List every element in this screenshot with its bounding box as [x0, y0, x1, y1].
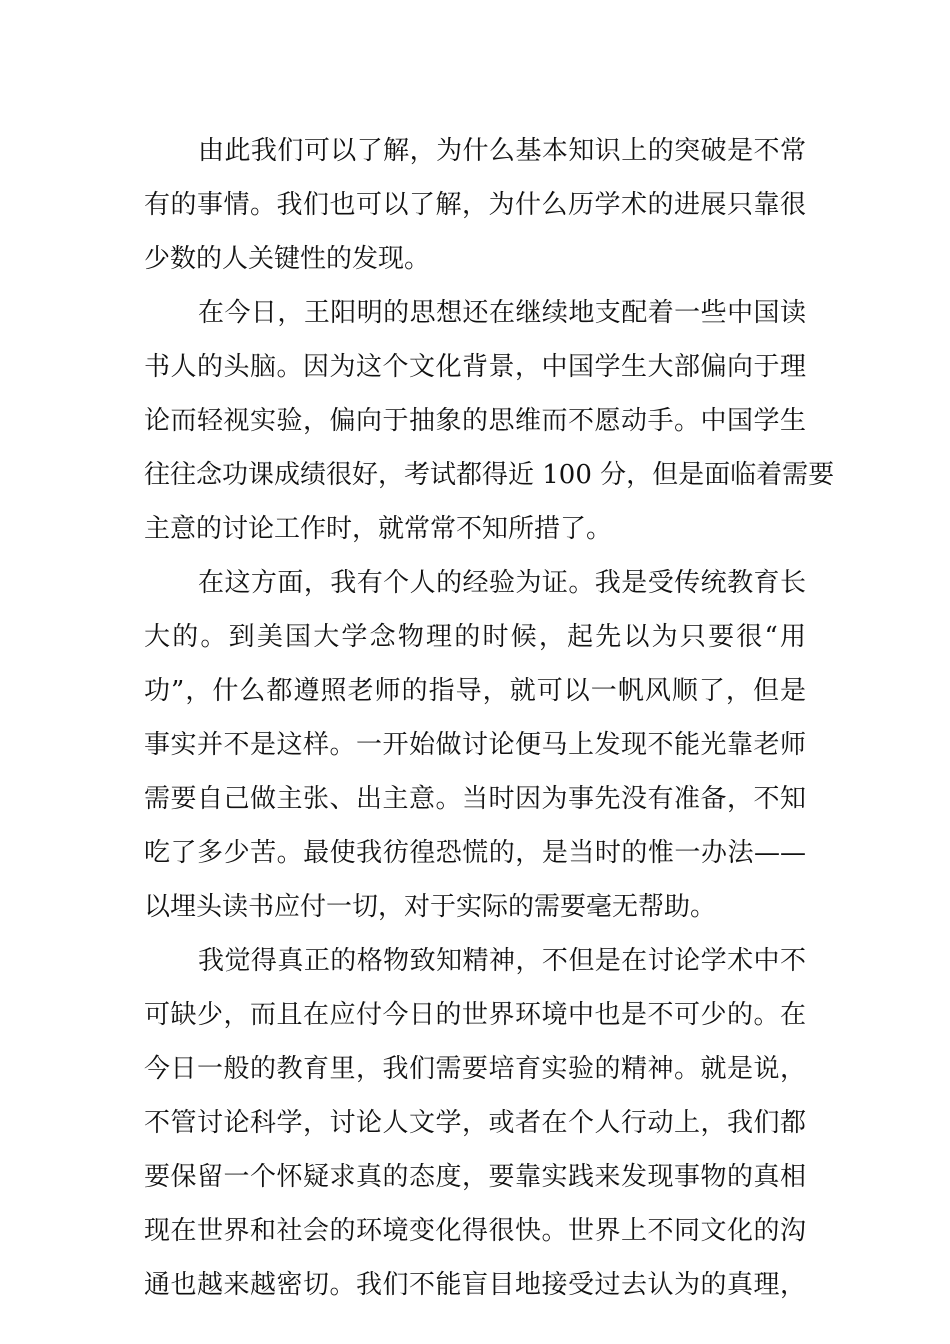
- paragraph-4-line-4: 不管讨论科学，讨论人文学，或者在个人行动上，我们都: [144, 1108, 806, 1138]
- paragraph-2-line-1: 在今日，王阳明的思想还在继续地支配着一些中国读: [198, 298, 806, 328]
- paragraph-2-line-4: 往往念功课成绩很好，考试都得近 100 分，但是面临着需要: [144, 460, 835, 490]
- paragraph-3-line-4: 事实并不是这样。一开始做讨论便马上发现不能光靠老师: [144, 730, 806, 760]
- paragraph-4-line-1: 我觉得真正的格物致知精神，不但是在讨论学术中不: [198, 946, 806, 976]
- paragraph-3-line-2: 大的。到美国大学念物理的时候，起先以为只要很“用: [144, 622, 806, 652]
- paragraph-4-line-7: 通也越来越密切。我们不能盲目地接受过去认为的真理，: [144, 1270, 806, 1300]
- paragraph-4-line-5: 要保留一个怀疑求真的态度，要靠实践来发现事物的真相: [144, 1162, 806, 1192]
- paragraph-4-line-6: 现在世界和社会的环境变化得很快。世界上不同文化的沟: [144, 1216, 806, 1246]
- paragraph-4-line-3: 今日一般的教育里，我们需要培育实验的精神。就是说，: [144, 1054, 806, 1084]
- paragraph-1-line-3: 少数的人关键性的发现。: [144, 244, 431, 274]
- paragraph-2-line-2: 书人的头脑。因为这个文化背景，中国学生大部偏向于理: [144, 352, 806, 382]
- paragraph-3-line-1: 在这方面，我有个人的经验为证。我是受传统教育长: [198, 568, 806, 598]
- paragraph-3-line-7: 以埋头读书应付一切，对于实际的需要毫无帮助。: [144, 892, 717, 922]
- paragraph-1-line-2: 有的事情。我们也可以了解，为什么历学术的进展只靠很: [144, 190, 806, 220]
- paragraph-2-line-5: 主意的讨论工作时，就常常不知所措了。: [144, 514, 613, 544]
- paragraph-1-line-1: 由此我们可以了解，为什么基本知识上的突破是不常: [198, 136, 806, 166]
- body-text: [144, 124, 835, 1312]
- paragraph-2-line-3: 论而轻视实验，偏向于抽象的思维而不愿动手。中国学生: [144, 406, 806, 436]
- paragraph-3-line-6: 吃了多少苦。最使我彷徨恐慌的，是当时的惟一办法——: [144, 838, 806, 868]
- paragraph-3-line-3: 功”，什么都遵照老师的指导，就可以一帆风顺了，但是: [144, 676, 806, 706]
- paragraph-4-line-2: 可缺少，而且在应付今日的世界环境中也是不可少的。在: [144, 1000, 806, 1030]
- paragraph-3-line-5: 需要自己做主张、出主意。当时因为事先没有准备，不知: [144, 784, 806, 814]
